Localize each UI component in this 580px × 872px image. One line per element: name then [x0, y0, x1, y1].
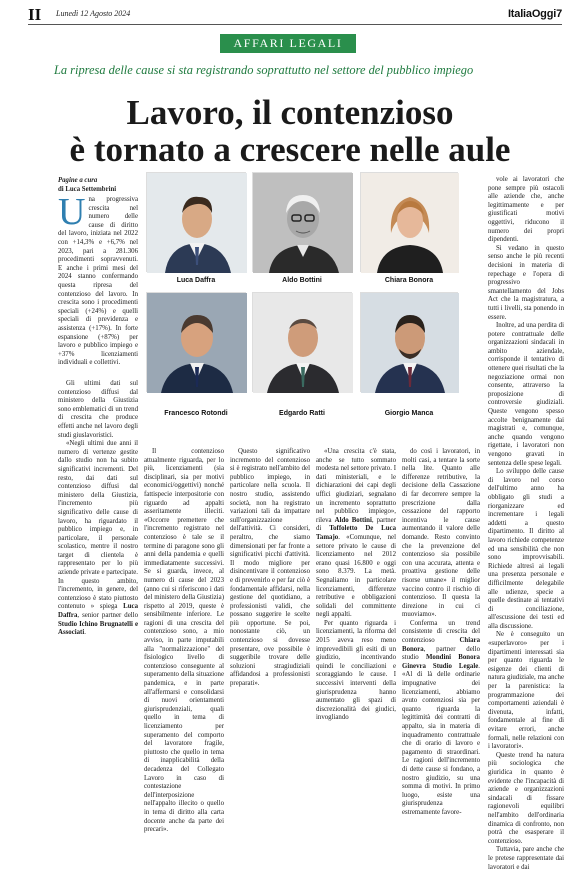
article-paragraph: Ne è conseguito un «superlavoro» per i dipartimenti interessati sia per quanto riguarda le esigenze dei clienti di natura giudiziale, ma anche per la parenistica: la programmazione dei comportamenti aziendali è divenuta, infatti, fondamentale al fine di evitare errori, anche formali, nelle relazioni con i lavoratori». — [488, 631, 564, 751]
article-paragraph: «Una crescita c'è stata, anche se tutto sommato modesta nel settore privato. I dati ministeriali, e le dichiarazioni dei capi degli uffici giudiziari, segnalano un incremento soprattutto nel pubblico impiego», rileva Aldo Bottini, partner di Toffoletto De Luca Tamajo. «Comunque, nel settore privato le cause di licenziamento nel 2012 erano quasi 16.800 e oggi sono 8.379. La metà. Segnaliamo in particolare licenziamenti, differenze retributive e obbligazioni solidali del committente negli appalti. — [316, 448, 396, 619]
headline-line-1: Lavoro, il contenzioso — [126, 93, 454, 132]
person-name: Luca Daffra — [58, 603, 138, 620]
article-column-5 — [402, 448, 480, 816]
portrait-photo-5 — [252, 292, 352, 392]
article-column-6 — [488, 176, 565, 871]
article-column-1a — [58, 191, 138, 380]
article-paragraph: Conferma un trend consistente di crescita del contenzioso Chiara Bonora, partner dello studio Mondini Bonora Ginevra Studio Legale. «Al di là delle ordinarie impugnative dei licenziamenti, abbiamo avuto contenziosi sia per quanto riguarda la legittimità dei contratti di appalto, sia in materia di inquadramento contrattuale che di orario di lavoro e pagamento di straordinari. Le ragioni dell'incremento di dette cause si fondano, a nostro giudizio, su una somma di motivi. In primo luogo, esiste una giurisprudenza estremamente favore- — [402, 619, 480, 816]
photo-caption: Chiara Bonora — [384, 277, 434, 284]
person-name: Chiara Bonora — [402, 637, 480, 653]
photo-caption: Francesco Rotondi — [164, 410, 228, 417]
headline — [0, 94, 580, 168]
article-paragraph: vole ai lavoratori che pone sempre più ostacoli alle aziende che, anche legittimamente e per giustificati motivi oggettivi, riducono il numero dei propri dipendenti. — [488, 176, 564, 244]
drop-cap: U — [58, 191, 86, 233]
kicker: La ripresa delle cause si sta registrando soprattutto nel settore del pubblico impiego — [54, 63, 474, 77]
article-paragraph: Il contenzioso attualmente riguarda, per lo più, licenziamenti (sia disciplinari, sia per motivi economici/oggettivi) nonché fattispecie interpositorie con riguardo ad appalti asseritamente illeciti. «Occorre premettere che l'incremento registrato nel contenzioso è tale se il termine di paragone sono gli anni della pandemia e quelli immediatamente successivi. Se si guarda, invece, al numero di cause del 2023 (anno cui si riferiscono i dati del ministero della Giustizia) rispetto al 2019, queste è sensibilmente inferiore. Le ragioni di una crescita del contenzioso sono, a mio avviso, in parte imputabili alla "normalizzazione" del fisiologico livello di contenzioso conseguente al superamento della situazione pandemica, e in parte all'affermarsi e consolidarsi di nuovi orientamenti giurisprudenziali, quali quello in tema di licenziamento per superamento del comporto del lavoratore fragile, piuttosto che quello in tema di inapplicabilità della decadenza del Collegato Lavoro in caso di contestazione dell'interposizione nell'appalto illecito o quello in tema di diritto alla carta docente anche da parte dei precari». — [144, 448, 224, 834]
byline-author: di Luca Settembrini — [58, 186, 117, 193]
top-divider — [28, 24, 562, 25]
article-paragraph: Questo significativo incremento del contenzioso si è registrato nell'ambito del pubblico impiego, in particolare nella scuola. Il nostro studio, assistendo società, non ha registrato variazioni tali da impattare sull'organizzazione dell'attività. Ci consideri, peraltro, che siamo dimensionati per far fronte a significativi picchi d'attività. Il modo migliore per disincentivare il contenzioso e di prevenirlo e per far ciò è fondamentale affidarsi, nella gestione del quotidiano, a professionisti validi, che possano suggerire le scelte più opportune. Se poi, nonostante ciò, un contenzioso si dovesse presentare, ove possibile è suggeribile trovare delle soluzioni stragiudiziali affidandosi a professionisti preparati». — [230, 448, 310, 688]
article-paragraph: «Negli ultimi due anni il numero di vertenze gestite dallo studio non ha subito significativi incrementi. Del resto, dai dati sul contenzioso diffusi dal ministero della Giustizia, l'incremento più significativo delle cause di lavoro, ha riguardato il pubblico impiego e, in particolare, il personale scolastico, mentre il nostro target di clientela è rappresentato per lo più aziende private e partecipate. In questo ambito, l'incremento, in genere, del contenzioso è stato piuttosto contenuto » spiega Luca Daffra, senior partner dello Studio Ichino Brugnatelli e Associati. — [58, 440, 138, 637]
article-column-2 — [144, 448, 224, 834]
article-paragraph: Queste trend ha natura più sociologica che giuridica in quanto è evidente che l'incapacità di aziende e organizzazioni sindacali di fissare ragionevoli equilibri nell'ambito dell'ordinaria dinamica di confronto, non potrà che esasperare il contenzioso. — [488, 751, 564, 845]
person-name: Aldo Bottini — [334, 516, 372, 524]
portrait-photo-1 — [146, 172, 246, 272]
portrait-photo-6 — [360, 292, 458, 392]
photo-caption: Luca Daffra — [176, 277, 216, 284]
article-paragraph: Inoltre, ad una perdita di potere contrattuale delle organizzazioni sindacali in ambito aziendale, corrisponde il tentativo di ottenere quei risultati che la negoziazione ormai non consente, attraverso la proposizione di controversie giudiziali. Queste vengono spesso accolte benignamente dai magistrati e, comunque, anche quando vengono rigettate, i lavoratori non vengono gravati in sentenza delle spese legali. — [488, 322, 565, 467]
article-column-3 — [230, 448, 310, 738]
photo-caption: Giorgio Manca — [384, 410, 434, 417]
article-paragraph: Tuttavia, pare anche che le pretese rappresentate dai lavoratori e dai — [488, 846, 564, 871]
section-label: AFFARI LEGALI — [233, 36, 343, 50]
firm-name: Toffoletto De Luca Tamajo — [316, 525, 396, 541]
portrait-photo-3 — [360, 172, 458, 272]
portrait-photo-4 — [146, 292, 246, 392]
masthead — [0, 0, 580, 56]
article-column-1b — [58, 380, 138, 738]
byline-label: Pagine a cura — [58, 177, 98, 184]
article-paragraph: Lo sviluppo delle cause di lavoro nel corso dell'ultimo anno ha obbligato gli studi a riorganizzare ed incrementare i legali addetti a questo dipartimento. Il diritto al lavoro richiede competenze ed una sensibilità che non sono improvvisabili. Richiede altresì ai legali una presenza personale e difficilmente delegabile alle udienze, specie a quelle destinate ai tentativi di conciliazione, all'escussione dei testi ed alla discussione. — [488, 468, 564, 630]
firm-name: Studio Ichino Brugnatelli e Associati — [58, 620, 138, 637]
article-paragraph: do così i lavoratori, in molti casi, a tentare la sorte nella lite. Quanto alle differenze retributive, la decisione della Cassazione di far decorrere sempre la prescrizione dalla cessazione del rapporto incentiva le cause aumentando il valore delle domande. Resto convinto che la prevenzione del contenzioso sia possibile con una accurata, attenta e proattiva gestione delle risorse umane» il miglior vaccino contro il rischio di contenzioso. Il questa la direzione in cui ci muoviamo». — [402, 448, 480, 619]
newspaper-logo: ItaliaOggi7 — [507, 8, 562, 20]
section-banner — [220, 34, 356, 53]
article-paragraph: Gli ultimi dati sul contenzioso diffusi dal ministero della Giustizia sono emblematici di un trend di crescita che produce effetti anche nel lavoro degli studi giuslavoristici. — [58, 380, 138, 439]
photo-caption: Aldo Bottini — [282, 277, 322, 284]
issue-date: Lunedì 12 Agosto 2024 — [56, 9, 131, 18]
article-paragraph: Per quanto riguarda i licenziamenti, la riforma del 2015 aveva reso meno imprevedibili gli esiti di un giudizio, incentivando quindi le conciliazioni e scoraggiando le cause. I successivi interventi della giurisprudenza hanno aumentato gli spazi di discrezionalità dei giudici, invogliando — [316, 619, 396, 722]
article-paragraph: Si vedano in questo senso anche le più recenti decisioni in materia di repechage e l'opera di progressivo smantellamento del Jobs Act che la magistratura, a tutti i livelli, sta ponendo in essere. — [488, 244, 564, 321]
article-column-4 — [316, 448, 396, 738]
firm-name: Mondini Bonora Ginevra Studio Legale — [402, 654, 480, 670]
article-intro: na progressiva crescita nel numero delle cause di diritto del lavoro, iniziata nel 2022 con +14,3% e +6,7% nel 2023, pari a 281.306 procedimenti sopravvenuti. E anche i primi mesi del 2024 stanno confermando questa ripresa del contenzioso del lavoro. In crescita sono i procedimenti speciali (+24%) e quelli speciali di previdenza e assistenza (+17%). In forte espansione (+87%) per lavoro e pubblico impiego e +37% licenziamenti individuali e collettivi. — [58, 196, 138, 367]
page-number: II — [28, 5, 42, 24]
portrait-photo-2 — [252, 172, 352, 272]
headline-line-2: è tornato a crescere nelle aule — [69, 130, 511, 169]
photo-caption: Edgardo Ratti — [279, 410, 325, 417]
